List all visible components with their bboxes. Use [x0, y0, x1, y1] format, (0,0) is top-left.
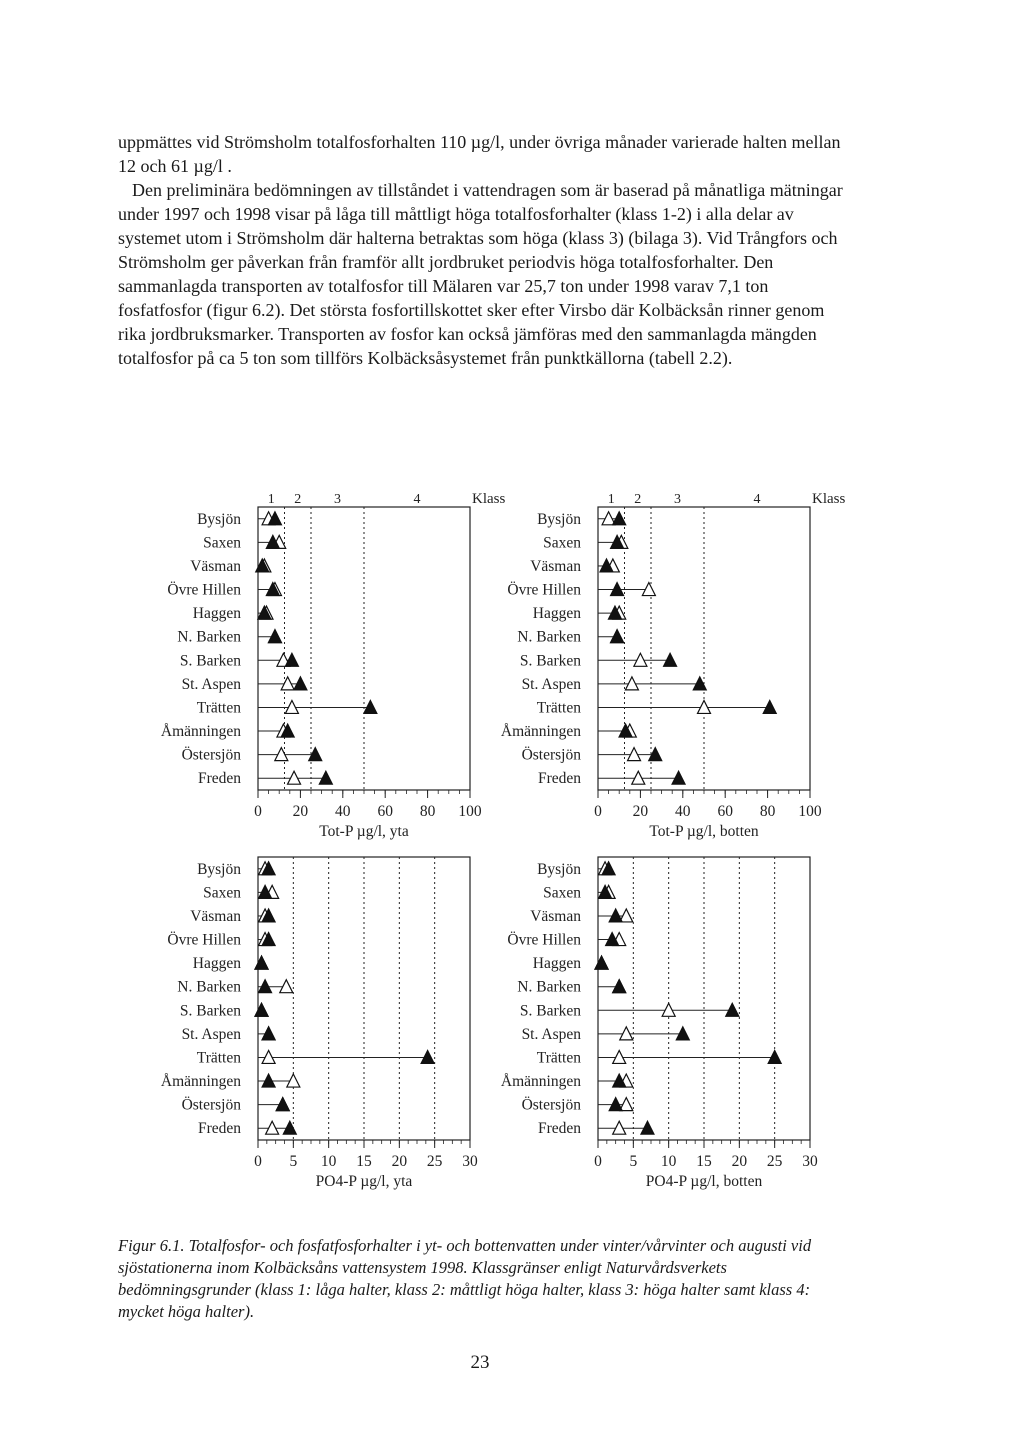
panel-1-class-title: Klass [472, 491, 506, 507]
panel-2-class-label: 1 [607, 492, 615, 507]
panel-3-station-label: St. Aspen [181, 1025, 241, 1043]
panel-2-station-label: Bysjön [537, 510, 581, 528]
panel-1-station-label: Övre Hillen [167, 581, 241, 599]
panel-2-station-label: Övre Hillen [507, 581, 581, 599]
panel-4-x-tick-label: 25 [766, 1153, 783, 1170]
panel-3-station-label: Freden [197, 1120, 241, 1138]
page-number: 23 [470, 1352, 490, 1373]
panel-4-x-tick-label: 10 [660, 1153, 677, 1170]
panel-4-x-tick-label: 30 [802, 1153, 818, 1170]
panel-2-station-label: Väsman [530, 557, 581, 575]
panel-1-station-label: N. Barken [177, 628, 241, 646]
panel-2-station-label: St. Aspen [521, 675, 581, 693]
panel-4-x-axis-label: PO4-P µg/l, botten [645, 1173, 763, 1190]
panel-4-x-tick-label: 20 [731, 1153, 748, 1170]
panel-1-station-label: Trätten [196, 699, 241, 717]
panel-2-x-tick-label: 60 [717, 803, 733, 820]
panel-1-x-tick-label: 60 [377, 803, 393, 820]
paragraph-intro: uppmättes vid Strömsholm totalfosforhalten 110 µg/l, under övriga månader varierade halten mellan 12 och 61 µg/l . [118, 132, 841, 176]
panel-2-x-tick-label: 40 [675, 803, 691, 820]
panel-1-class-label: 3 [334, 492, 341, 507]
panel-1-station-label: S. Barken [179, 652, 241, 670]
panel-3-x-tick-label: 15 [356, 1153, 372, 1170]
panel-4-station-label: Bysjön [537, 860, 581, 878]
panel-3-x-tick-label: 25 [426, 1153, 443, 1170]
panel-3-station-label: Väsman [190, 907, 241, 925]
panel-3-x-tick-label: 20 [391, 1153, 408, 1170]
panel-2-station-label: N. Barken [517, 628, 581, 646]
panel-3-x-tick-label: 0 [254, 1153, 262, 1170]
panel-3-station-label: Bysjön [197, 860, 241, 878]
panel-1-station-label: St. Aspen [181, 675, 241, 693]
panel-1-x-tick-label: 20 [292, 803, 309, 820]
panel-2-station-label: Åmänningen [500, 723, 581, 741]
panel-4-station-label: S. Barken [519, 1002, 581, 1020]
panel-2-class-label: 4 [753, 492, 761, 507]
panel-1-station-label: Östersjön [181, 746, 241, 764]
panel-4-station-label: Väsman [530, 907, 581, 925]
panel-2-x-tick-label: 20 [632, 803, 649, 820]
panel-3-station-label: Åmänningen [160, 1073, 241, 1091]
panel-3-x-tick-label: 30 [462, 1153, 478, 1170]
panel-1-station-label: Haggen [192, 605, 241, 623]
panel-2-station-label: Haggen [532, 605, 581, 623]
panel-4-station-label: N. Barken [517, 978, 581, 996]
panel-1-station-label: Väsman [190, 557, 241, 575]
panel-2-station-label: Saxen [543, 534, 581, 552]
panel-1-x-tick-label: 80 [419, 803, 436, 820]
panel-4-x-tick-label: 5 [629, 1153, 638, 1170]
panel-1-x-tick-label: 0 [254, 803, 262, 820]
panel-1-x-tick-label: 40 [335, 803, 351, 820]
panel-1-class-label: 1 [267, 492, 275, 507]
panel-3-station-label: S. Barken [179, 1002, 241, 1020]
panel-3-station-label: Saxen [203, 884, 241, 902]
panel-4-x-tick-label: 0 [594, 1153, 602, 1170]
panel-3-station-label: Trätten [196, 1049, 241, 1067]
panel-4-station-label: Freden [537, 1120, 581, 1138]
panel-1-station-label: Saxen [203, 534, 241, 552]
panel-2-x-tick-label: 0 [594, 803, 602, 820]
panel-2-x-tick-label: 100 [798, 803, 822, 820]
panel-3-x-axis-label: PO4-P µg/l, yta [315, 1173, 413, 1190]
panel-2-station-label: S. Barken [519, 652, 581, 670]
panel-4-station-label: Haggen [532, 955, 581, 973]
panel-2-station-label: Trätten [536, 699, 581, 717]
panel-4-station-label: Saxen [543, 884, 581, 902]
panel-2-class-label: 3 [674, 492, 681, 507]
panel-2-class-title: Klass [812, 491, 846, 507]
panel-4-station-label: St. Aspen [521, 1025, 581, 1043]
figure-caption: Figur 6.1. Totalfosfor- och fosfatfosforhalter i yt- och bottenvatten under vinter/vårvinter och augusti vid sjöstationerna inom Kolbäcksåns vattensystem 1998. Klassgränser enligt Naturvårdsverkets bedömningsgrunder (klass 1: låga halter, klass 2: måttligt höga halter, klass 3: höga halter samt klass 4: mycket höga halter). [118, 1236, 812, 1321]
panel-3-filled-triangle-marker [255, 956, 268, 969]
panel-1-class-label: 2 [294, 492, 302, 507]
panel-1-class-label: 4 [413, 492, 421, 507]
panel-4-station-label: Åmänningen [500, 1073, 581, 1091]
panel-2-class-label: 2 [634, 492, 642, 507]
panel-4-station-label: Östersjön [521, 1096, 581, 1114]
panel-1-x-tick-label: 100 [458, 803, 482, 820]
panel-3-station-label: Östersjön [181, 1096, 241, 1114]
panel-4-x-tick-label: 15 [696, 1153, 712, 1170]
panel-1-x-axis-label: Tot-P µg/l, yta [319, 823, 409, 840]
panel-2-station-label: Freden [537, 770, 581, 788]
panel-4-filled-triangle-marker [595, 956, 608, 969]
panel-3-x-tick-label: 5 [289, 1153, 298, 1170]
paragraph-assessment: Den preliminära bedömningen av tillståndet i vattendragen som är baserad på månatliga mätningar under 1997 och 1998 visar på låga till måttligt höga totalfosforhalter (klass 1-2) i alla delar av systemet utom i Strömsholm där halterna betraktas som höga (klass 3) (bilaga 3). Vid Trångfors och Strömsholm ger påverkan från framför allt jordbruket periodvis höga totalfosforhalter. Den sammanlagda transporten av totalfosfor till Mälaren var 25,7 ton under 1998 varav 7,1 ton fosfatfosfor (figur 6.2). Det största fosfortillskottet sker efter Virsbo där Kolbäcksån rinner genom rika jordbruksmarker. Transporten av fosfor kan också jämföras med den sammanlagda mängden totalfosfor på ca 5 ton som tillförs Kolbäcksåsystemet från punktkällorna (tabell 2.2). [118, 180, 843, 368]
panel-1-station-label: Freden [197, 770, 241, 788]
panel-4-station-label: Övre Hillen [507, 931, 581, 949]
panel-1-station-label: Åmänningen [160, 723, 241, 741]
panel-2-station-label: Östersjön [521, 746, 581, 764]
panel-3-station-label: Haggen [192, 955, 241, 973]
panel-4-station-label: Trätten [536, 1049, 581, 1067]
panel-3-station-label: Övre Hillen [167, 931, 241, 949]
panel-3-filled-triangle-marker [255, 1003, 268, 1016]
panel-3-station-label: N. Barken [177, 978, 241, 996]
panel-1-station-label: Bysjön [197, 510, 241, 528]
panel-2-x-axis-label: Tot-P µg/l, botten [649, 823, 759, 840]
panel-3-x-tick-label: 10 [320, 1153, 337, 1170]
panel-2-x-tick-label: 80 [759, 803, 776, 820]
